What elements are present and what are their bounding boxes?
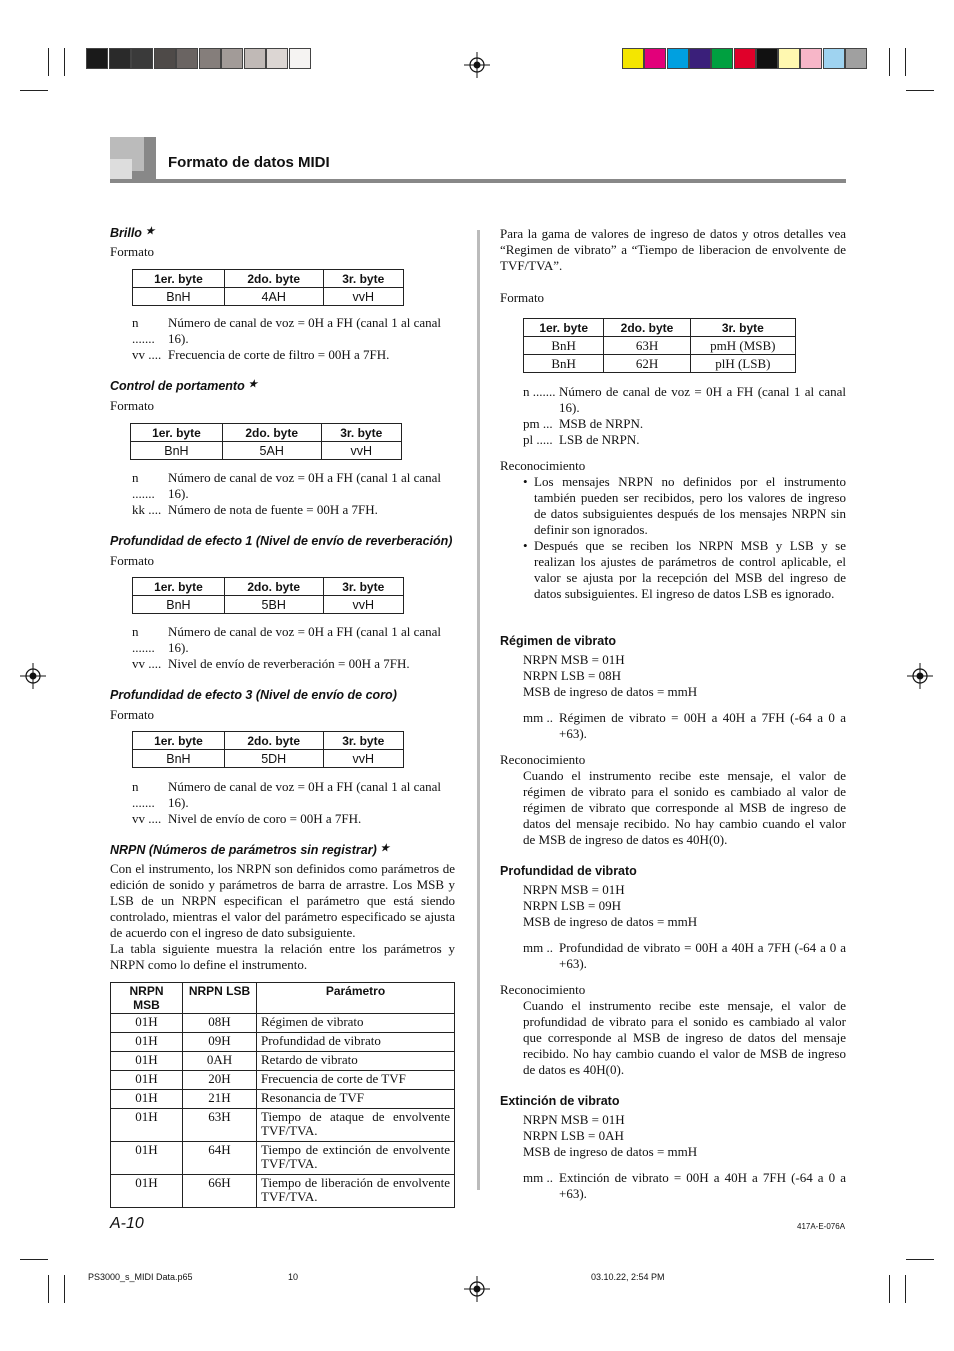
color-swatch <box>734 48 756 69</box>
note-value: Número de canal de voz = 0H a FH (canal 1 al canal 16). <box>559 384 846 415</box>
gray-swatch <box>266 48 288 69</box>
section-title-nrpn: NRPN (Números de parámetros sin registrar) ★ <box>110 843 390 857</box>
star-icon: ★ <box>380 843 390 854</box>
note-value: Número de nota de fuente = 00H a 7FH. <box>168 502 378 517</box>
note-value: Frecuencia de corte de filtro = 00H a 7FH. <box>168 347 390 362</box>
color-swatch <box>689 48 711 69</box>
table-row <box>111 1014 455 1033</box>
table-cell: 08H <box>183 1014 257 1033</box>
color-swatch <box>823 48 845 69</box>
color-swatch <box>622 48 644 69</box>
nrpn-line: MSB de ingreso de datos = mmH <box>523 684 698 699</box>
byte-table-brillo: 1er. byte 2do. byte 3r. byte BnH 4AH vvH <box>132 269 404 306</box>
table-cell: 20H <box>183 1071 257 1090</box>
table-cell: 0AH <box>183 1052 257 1071</box>
table-cell: 01H <box>111 1090 183 1109</box>
table-cell: 63H <box>183 1109 257 1142</box>
gray-swatch <box>289 48 311 69</box>
star-icon: ★ <box>145 226 155 237</box>
gray-swatch <box>176 48 198 69</box>
gray-swatch <box>221 48 243 69</box>
reconocimiento-label: Reconocimiento <box>500 982 586 997</box>
note-value: Número de canal de voz = 0H a FH (canal 1 al canal 16). <box>168 624 441 655</box>
section-title-efecto1: Profundidad de efecto 1 (Nivel de envío de reverberación) <box>110 534 453 548</box>
gray-swatch <box>131 48 153 69</box>
bullet-text: Los mensajes NRPN no definidos por el instrumento también pueden ser recibidos, pero los valores de ingreso de datos subsiguientes después de los mensajes NRPN sin definir son ignorados. <box>534 474 846 537</box>
table-cell: Profundidad de vibrato <box>257 1033 455 1052</box>
description-text: Cuando el instrumento recibe este mensaje, el valor de régimen de vibrato para el sonido es cambiado al valor de régimen de vibrato que corresponde al MSB de ingreso de datos del mensaje recibido. No hay cambio cuando el valor de MSB de ingreso de datos es 40H(0). <box>523 768 846 847</box>
table-cell: Frecuencia de corte de TVF <box>257 1071 455 1090</box>
table-row <box>111 1109 455 1142</box>
section-title-regimen: Régimen de vibrato <box>500 634 616 648</box>
nrpn-line: NRPN LSB = 08H <box>523 668 621 683</box>
table-cell: 01H <box>111 1109 183 1142</box>
section-title-efecto3: Profundidad de efecto 3 (Nivel de envío de coro) <box>110 688 397 702</box>
table-cell: 01H <box>111 1175 183 1208</box>
note-key: n ....... <box>132 470 155 501</box>
formato-label: Formato <box>500 290 545 305</box>
note-value: Nivel de envío de reverberación = 00H a 7FH. <box>168 656 410 671</box>
formato-label: Formato <box>110 244 155 259</box>
note-key: vv .... <box>132 656 162 671</box>
nrpn-line: NRPN MSB = 01H <box>523 1112 625 1127</box>
gray-swatch <box>199 48 221 69</box>
color-swatch <box>756 48 778 69</box>
reconocimiento-label: Reconocimiento <box>500 458 586 473</box>
bullet-icon: • <box>523 474 528 489</box>
table-cell: Tiempo de extinción de envolvente TVF/TVA. <box>257 1142 455 1175</box>
note-key: mm .. <box>523 1170 553 1185</box>
table-cell: Tiempo de liberación de envolvente TVF/TVA. <box>257 1175 455 1208</box>
note-key: n ....... <box>132 624 155 655</box>
note-key: mm .. <box>523 940 553 955</box>
color-swatch <box>800 48 822 69</box>
intro-paragraph: Para la gama de valores de ingreso de datos y otros detalles vea “Regimen de vibrato” a “Tiempo de liberacion de envolvente de TVF/TVA”. <box>500 226 846 273</box>
table-cell: 64H <box>183 1142 257 1175</box>
table-row <box>111 1142 455 1175</box>
formato-label: Formato <box>110 398 155 413</box>
section-title-extincion: Extinción de vibrato <box>500 1094 620 1108</box>
table-cell: Resonancia de TVF <box>257 1090 455 1109</box>
byte-table-portamento: 1er. byte 2do. byte 3r. byte BnH 5AH vvH <box>130 423 402 460</box>
note-value: Extinción de vibrato = 00H a 40H a 7FH (-64 a 0 a +63). <box>559 1170 846 1201</box>
note-key: n ....... <box>132 779 155 810</box>
nrpn-line: NRPN LSB = 09H <box>523 898 621 913</box>
registration-mark-icon <box>464 52 490 78</box>
color-swatch <box>667 48 689 69</box>
nrpn-line: NRPN LSB = 0AH <box>523 1128 624 1143</box>
note-value: Número de canal de voz = 0H a FH (canal 1 al canal 16). <box>168 315 441 346</box>
file-name: PS3000_s_MIDI Data.p65 <box>88 1272 193 1282</box>
table-cell: 01H <box>111 1014 183 1033</box>
note-value: Número de canal de voz = 0H a FH (canal 1 al canal 16). <box>168 470 441 501</box>
document-code: 417A-E-076A <box>797 1222 846 1231</box>
nrpn-line: NRPN MSB = 01H <box>523 882 625 897</box>
note-key: pl ..... <box>523 432 553 447</box>
note-value: LSB de NRPN. <box>559 432 640 447</box>
table-cell: 66H <box>183 1175 257 1208</box>
header-tab-graphic <box>110 137 156 183</box>
color-swatch <box>644 48 666 69</box>
nrpn-line: MSB de ingreso de datos = mmH <box>523 1144 698 1159</box>
column-divider <box>477 230 480 1190</box>
section-title-portamento: Control de portamento ★ <box>110 379 258 393</box>
note-key: pm ... <box>523 416 553 431</box>
note-key: vv .... <box>132 811 162 826</box>
table-cell: 21H <box>183 1090 257 1109</box>
gray-swatch <box>109 48 131 69</box>
color-swatch <box>845 48 867 69</box>
bullet-icon: • <box>523 538 528 553</box>
table-cell: Retardo de vibrato <box>257 1052 455 1071</box>
byte-table-efecto3: 1er. byte 2do. byte 3r. byte BnH 5DH vvH <box>132 731 404 768</box>
table-cell: 09H <box>183 1033 257 1052</box>
gray-swatch <box>154 48 176 69</box>
bullet-text: Después que se reciben los NRPN MSB y LSB y se realizan los ajustes de parámetros de control aplicable, el valor se ajusta por la recepción del MSB del ingreso de datos subsiguientes. El ingreso de datos LSB es ignorado. <box>534 538 846 601</box>
color-swatch <box>778 48 800 69</box>
nrpn-table: NRPN MSB NRPN LSB Parámetro 01H 08H Régimen de vibrato 01H 09H Profundidad de vibrato 01H 0AH Retardo de vibrato 01H 20H Frecuencia de corte de TVF 01H 21H Resonancia de TVF 01H 63H Tiempo de ataque de envolvente TVF/TVA. 01H 64H Tiempo de extinción de envolvente TVF/TVA. 01H 66H Tiempo de liberación de envolvente TVF/TVA. <box>110 982 455 1208</box>
note-key: n ....... <box>523 384 556 399</box>
note-key: mm .. <box>523 710 553 725</box>
print-page-number: 10 <box>288 1272 299 1282</box>
print-date: 03.10.22, 2:54 PM <box>591 1272 665 1282</box>
note-value: Régimen de vibrato = 00H a 40H a 7FH (-64 a 0 a +63). <box>559 710 846 741</box>
note-key: vv .... <box>132 347 162 362</box>
table-cell: 01H <box>111 1033 183 1052</box>
note-key: n ....... <box>132 315 155 346</box>
section-title-brillo: Brillo ★ <box>110 226 155 240</box>
table-cell: 01H <box>111 1071 183 1090</box>
formato-label: Formato <box>110 707 155 722</box>
header-rule <box>110 179 846 183</box>
note-value: Número de canal de voz = 0H a FH (canal 1 al canal 16). <box>168 779 441 810</box>
gray-swatch <box>244 48 266 69</box>
description-text: Cuando el instrumento recibe este mensaje, el valor de profundidad de vibrato para el sonido es cambiado al valor que corresponde al MSB de ingreso de datos del mensaje recibido. No hay cambio cuando el valor de MSB de ingreso de datos es 40H(0). <box>523 998 846 1077</box>
table-cell: Régimen de vibrato <box>257 1014 455 1033</box>
color-swatch <box>711 48 733 69</box>
note-value: Nivel de envío de coro = 00H a 7FH. <box>168 811 362 826</box>
note-value: MSB de NRPN. <box>559 416 644 431</box>
nrpn-line: MSB de ingreso de datos = mmH <box>523 914 698 929</box>
nrpn-paragraph: La tabla siguiente muestra la relación entre los parámetros y NRPN como lo define el instrumento. <box>110 941 455 972</box>
star-icon: ★ <box>248 379 258 390</box>
section-title-profundidad: Profundidad de vibrato <box>500 864 637 878</box>
table-row <box>111 1175 455 1208</box>
byte-table-nrpn: 1er. byte 2do. byte 3r. byte BnH 63H pmH (MSB) BnH 62H plH (LSB) <box>523 318 796 373</box>
page-number: A-10 <box>110 1215 144 1232</box>
table-row <box>111 1090 455 1109</box>
table-row <box>111 1052 455 1071</box>
table-cell: 01H <box>111 1052 183 1071</box>
nrpn-line: NRPN MSB = 01H <box>523 652 625 667</box>
note-value: Profundidad de vibrato = 00H a 40H a 7FH (-64 a 0 a +63). <box>559 940 846 971</box>
nrpn-paragraph: Con el instrumento, los NRPN son definidos como parámetros de edición de sonido y parámetros de barra de arrastre. Los MSB y LSB de un NRPN especifican el parámetro que está siendo controlado, mientras el valor del parámetro especificado se ajusta de acuerdo con el ingreso de dato subsiguiente. <box>110 861 455 940</box>
registration-mark-icon <box>20 663 46 689</box>
reconocimiento-label: Reconocimiento <box>500 752 586 767</box>
table-row <box>111 1033 455 1052</box>
table-cell: 01H <box>111 1142 183 1175</box>
registration-mark-icon <box>464 1276 490 1302</box>
table-cell: Tiempo de ataque de envolvente TVF/TVA. <box>257 1109 455 1142</box>
gray-swatch <box>86 48 108 69</box>
page-title: Formato de datos MIDI <box>168 154 330 171</box>
registration-mark-icon <box>907 663 933 689</box>
formato-label: Formato <box>110 553 155 568</box>
table-row <box>111 1071 455 1090</box>
note-key: kk .... <box>132 502 162 517</box>
byte-table-efecto1: 1er. byte 2do. byte 3r. byte BnH 5BH vvH <box>132 577 404 614</box>
